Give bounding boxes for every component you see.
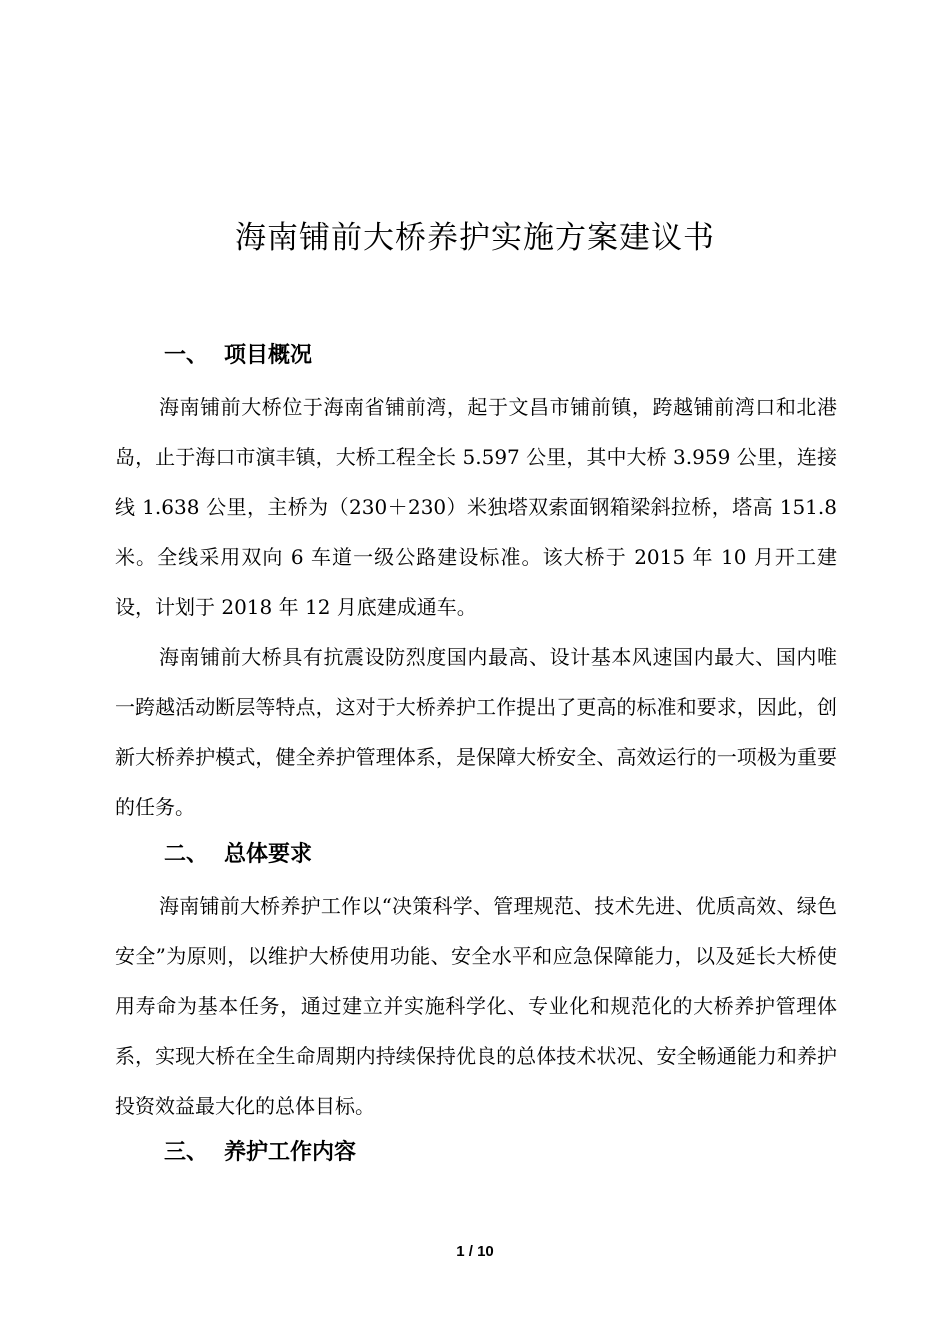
section-heading-overview <box>164 341 312 371</box>
section-number: 一、 <box>164 343 209 368</box>
paragraph-overall-requirements: 海南铺前大桥养护工作以“决策科学、管理规范、技术先进、优质高效、绿色安全”为原则，以维护大桥使用功能、安全水平和应急保障能力，以及延长大桥使用寿命为基本任务，通过建立并实施科学化、专业化和规范化的大桥养护管理体系，实现大桥在全生命周期内持续保持优良的总体技术状况、安全畅通能力和养护投资效益最大化的总体目标。 <box>115 894 837 1118</box>
page-indicator: 1 / 10 <box>456 1243 494 1260</box>
paragraph-project-features: 海南铺前大桥具有抗震设防烈度国内最高、设计基本风速国内最大、国内唯一跨越活动断层等特点，这对于大桥养护工作提出了更高的标准和要求，因此，创新大桥养护模式，健全养护管理体系，是保障大桥安全、高效运行的一项极为重要的任务。 <box>115 645 837 819</box>
section-heading-requirements <box>164 840 312 870</box>
section-heading-maintenance-content <box>164 1138 356 1168</box>
section-title: 总体要求 <box>224 842 313 867</box>
document-title: 海南铺前大桥养护实施方案建议书 <box>235 220 715 256</box>
section-title: 养护工作内容 <box>224 1140 357 1165</box>
paragraph-project-location: 海南铺前大桥位于海南省铺前湾，起于文昌市铺前镇，跨越铺前湾口和北港岛，止于海口市演丰镇，大桥工程全长 5.597 公里，其中大桥 3.959 公里，连接线 1.638 公里，主桥为（230＋230）米独塔双索面钢箱梁斜拉桥，塔高 151.8 米。全线采用双向 6 车道一级公路建设标准。该大桥于 2015 年 10 月开工建设，计划于 2018 年 12 月底建成通车。 <box>115 395 837 619</box>
section-title: 项目概况 <box>224 343 313 368</box>
section-number: 二、 <box>164 842 209 867</box>
section-number: 三、 <box>164 1140 209 1165</box>
